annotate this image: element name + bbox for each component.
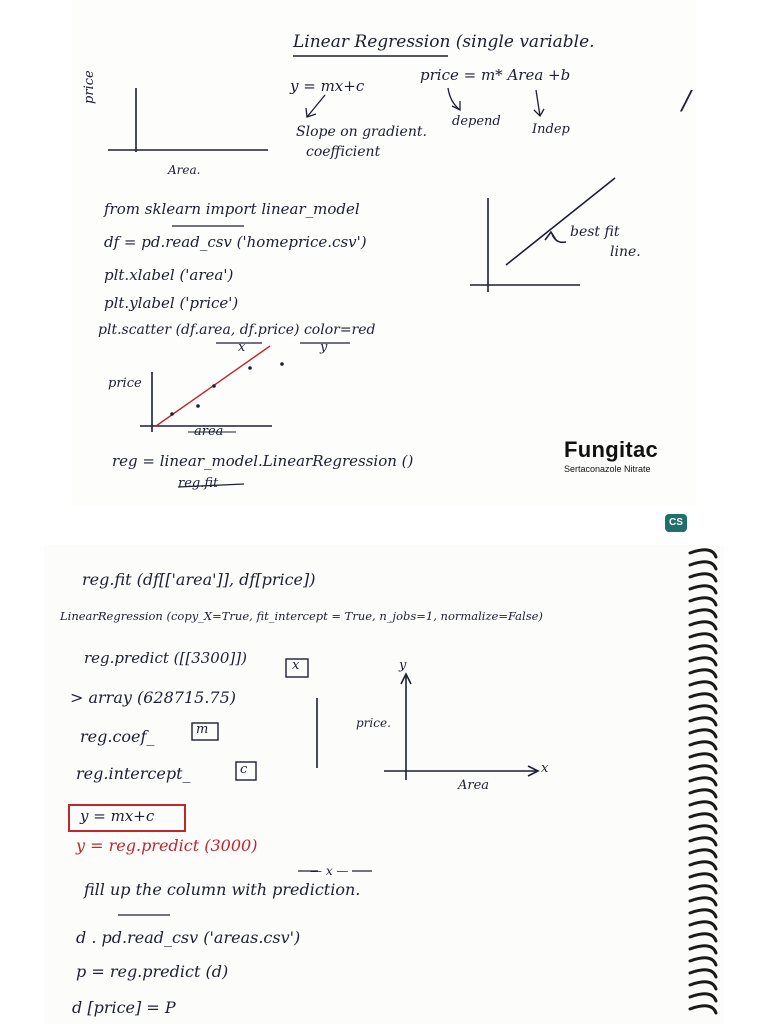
brand-name: Fungitac [564,437,659,462]
linear-regression-output: LinearRegression (copy_X=True, fit_intercept = True, n_jobs=1, normalize=False) [60,609,543,623]
graph1-ylabel: price [82,70,97,104]
red-predict-equation: y = reg.predict (3000) [76,836,258,855]
graph-y-axis-letter: y [399,658,407,673]
coef-box-label: m [196,722,209,737]
code-regfit-struck: reg.fit [178,476,219,491]
code-assign-price: d [price] = P [72,998,176,1017]
code-import: from sklearn import linear_model [104,200,360,218]
label-coefficient: coefficient [306,144,381,160]
equation-price: price = m* Area +b [420,66,571,84]
scatter-y-mark: y [320,340,328,355]
code-read-csv: df = pd.read_csv ('homeprice.csv') [104,233,367,251]
graph3-ylabel: price [108,376,142,391]
margin-mark: / [682,86,691,116]
best-fit-line-label: line. [610,244,641,260]
graph3-xlabel: area [194,424,224,439]
equation-general: y = mx+c [290,77,365,95]
code-xlabel: plt.xlabel ('area') [104,266,234,284]
code-predict-call: reg.predict ([[3300]]) [84,649,247,667]
code-intercept: reg.intercept_ [76,764,191,783]
code-coef: reg.coef_ [80,727,155,746]
code-linear-regression: reg = linear_model.LinearRegression () [112,452,414,470]
array-output: > array (628715.75) [70,688,236,707]
section-divider-mark: — x — [310,864,349,878]
label-slope: Slope on gradient. [296,124,427,140]
fill-column-line: fill up the column with prediction. [84,880,361,899]
code-fit-call: reg.fit (df[['area']], df[price]) [82,570,316,589]
predict-box-label: x [292,658,300,673]
brand-subtitle: Sertaconazole Nitrate [564,464,651,474]
graph-x-axis-letter: x [541,761,549,776]
scatter-x-mark: x [238,340,246,355]
best-fit-label: best fit [570,224,620,240]
small-boxes [192,659,308,780]
page-title: Linear Regression (single variable. [293,32,595,52]
code-scatter: plt.scatter (df.area, df.price) color=red [98,322,376,338]
boxed-equation: y = mx+c [80,807,155,825]
code-p-predict: p = reg.predict (d) [76,962,229,981]
graph1-xlabel: Area. [168,163,201,177]
label-depend: depend [452,114,501,129]
label-indep: Indep [532,122,570,137]
area-price-graph [384,674,538,780]
intercept-box-label: c [240,762,248,777]
graph-ylabel: price. [356,716,391,730]
code-read-areas: d . pd.read_csv ('areas.csv') [76,928,301,947]
code-ylabel: plt.ylabel ('price') [104,294,239,312]
camscanner-badge: CS [665,514,687,532]
graph-xlabel: Area [458,778,490,793]
